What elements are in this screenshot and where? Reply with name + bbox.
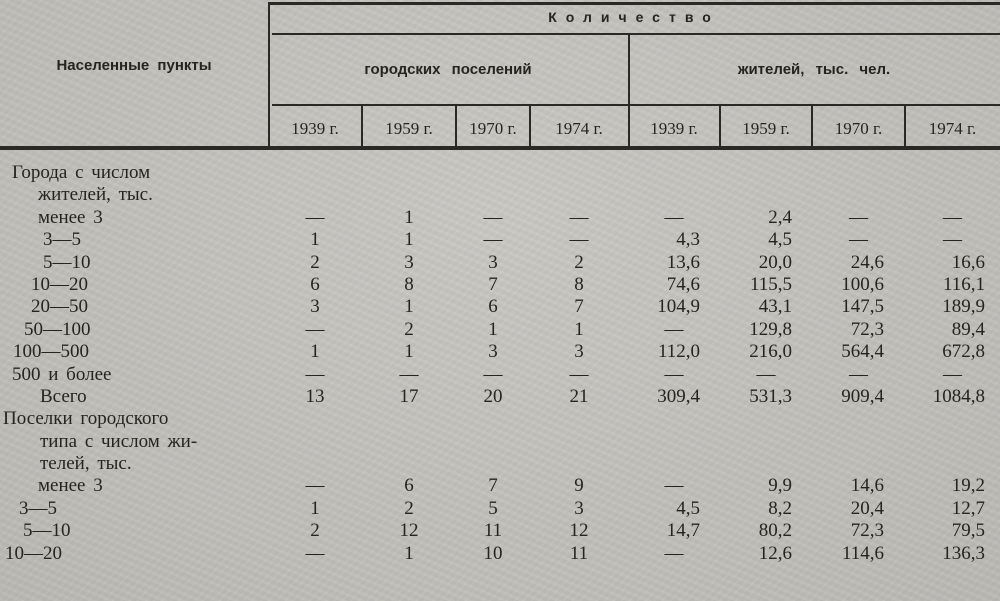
value-cell: — xyxy=(664,542,684,564)
value-cell: 14,6 xyxy=(850,475,884,497)
value-cell: 1 xyxy=(404,296,414,318)
header-bottom-rule xyxy=(0,146,1000,150)
value-cell: 2 xyxy=(404,318,414,340)
value-cell: 74,6 xyxy=(666,273,700,295)
value-cell: 672,8 xyxy=(942,341,985,363)
row-label: 500 и более xyxy=(12,363,112,385)
value-cell: 11 xyxy=(483,520,503,542)
row-label: Города с числом xyxy=(12,162,151,183)
value-cell: 6 xyxy=(404,475,414,497)
value-cell: — xyxy=(305,363,325,385)
table-row xyxy=(0,341,1000,363)
row-label: 5—10 xyxy=(43,251,91,273)
value-cell: — xyxy=(849,229,868,251)
value-cell: 3 xyxy=(574,341,584,363)
table-row xyxy=(0,252,1000,274)
table-row xyxy=(0,453,1000,475)
group-header-settlements: городских поселений xyxy=(364,61,532,78)
value-cell: 3 xyxy=(310,296,320,318)
value-cell: — xyxy=(399,363,419,385)
value-cell: 909,4 xyxy=(841,385,884,407)
value-cell: 6 xyxy=(488,296,498,318)
row-label: Всего xyxy=(40,385,87,407)
value-cell: 1 xyxy=(310,229,320,251)
value-cell: 114,6 xyxy=(841,542,884,564)
value-cell: — xyxy=(483,206,503,228)
value-cell: 3 xyxy=(488,341,498,363)
value-cell: 2,4 xyxy=(768,206,792,228)
value-cell: 531,3 xyxy=(749,385,792,407)
value-cell: 3 xyxy=(404,251,414,273)
value-cell: 11 xyxy=(569,542,589,564)
value-cell: — xyxy=(569,363,589,385)
value-cell: 129,8 xyxy=(749,318,792,340)
value-cell: 564,4 xyxy=(841,341,884,363)
value-cell: 20,0 xyxy=(758,251,792,273)
value-cell: 7 xyxy=(488,273,498,295)
value-cell: 112,0 xyxy=(657,341,700,363)
row-label: менее 3 xyxy=(38,206,103,228)
value-cell: — xyxy=(305,318,325,340)
value-cell: 13,6 xyxy=(666,251,700,273)
value-cell: 4,5 xyxy=(676,497,700,519)
value-cell: — xyxy=(943,229,962,251)
row-label: 10—20 xyxy=(5,542,62,564)
row-label: телей, тыс. xyxy=(40,453,132,475)
value-cell: — xyxy=(483,363,503,385)
year-band-rule xyxy=(272,104,1000,106)
table-row xyxy=(0,207,1000,229)
value-cell: 5 xyxy=(488,497,498,519)
value-cell: — xyxy=(305,475,325,497)
header-top-rule xyxy=(268,2,1000,5)
value-cell: 8 xyxy=(574,273,584,295)
value-cell: 1 xyxy=(488,318,498,340)
value-cell: — xyxy=(305,206,325,228)
value-cell: 1 xyxy=(404,229,414,251)
table-row xyxy=(0,229,1000,251)
value-cell: 12,7 xyxy=(951,497,985,519)
value-cell: 4,5 xyxy=(768,229,792,251)
year-header-1939: 1939 г. xyxy=(650,119,698,138)
value-cell: 72,3 xyxy=(850,318,884,340)
year-header-1939: 1939 г. xyxy=(291,119,339,138)
table-row xyxy=(0,319,1000,341)
value-cell: 13 xyxy=(305,385,325,407)
value-cell: 8 xyxy=(404,273,414,295)
value-cell: 2 xyxy=(310,251,320,273)
value-cell: 79,5 xyxy=(951,520,985,542)
value-cell: 216,0 xyxy=(749,341,792,363)
quantity-underline-rule xyxy=(272,33,1000,35)
value-cell: 104,9 xyxy=(657,296,700,318)
value-cell: 3 xyxy=(488,251,498,273)
row-label: 3—5 xyxy=(19,497,57,519)
value-cell: — xyxy=(664,475,684,497)
value-cell: 10 xyxy=(483,542,503,564)
value-cell: 1 xyxy=(310,497,320,519)
stub-header: Населенные пункты xyxy=(56,57,212,74)
value-cell: 147,5 xyxy=(841,296,884,318)
value-cell: 7 xyxy=(574,296,584,318)
value-cell: 2 xyxy=(574,251,584,273)
row-label: 20—50 xyxy=(31,296,88,318)
table-row xyxy=(0,408,1000,430)
table-body xyxy=(0,162,1000,565)
value-cell: 115,5 xyxy=(749,273,792,295)
quantity-header: Количество xyxy=(548,9,720,25)
table-row xyxy=(0,475,1000,497)
year-header-1959: 1959 г. xyxy=(385,119,433,138)
value-cell: 1 xyxy=(574,318,584,340)
table-row xyxy=(0,431,1000,453)
value-cell: 72,3 xyxy=(850,520,884,542)
value-cell: 12 xyxy=(569,520,589,542)
row-label: типа с числом жи- xyxy=(40,430,198,452)
value-cell: 309,4 xyxy=(657,385,700,407)
value-cell: 20 xyxy=(483,385,503,407)
value-cell: 2 xyxy=(310,520,320,542)
value-cell: — xyxy=(664,318,684,340)
value-cell: 9 xyxy=(574,475,584,497)
value-cell: 116,1 xyxy=(942,273,985,295)
value-cell: 1 xyxy=(404,206,414,228)
table-row xyxy=(0,162,1000,184)
value-cell: 20,4 xyxy=(850,497,884,519)
year-header-1970: 1970 г. xyxy=(469,119,517,138)
table-row xyxy=(0,520,1000,542)
value-cell: — xyxy=(569,206,589,228)
value-cell: 16,6 xyxy=(951,251,985,273)
year-header-1970: 1970 г. xyxy=(834,119,883,138)
row-label: 3—5 xyxy=(43,229,81,251)
value-cell: — xyxy=(664,363,684,385)
value-cell: — xyxy=(569,229,589,251)
value-cell: 1084,8 xyxy=(932,385,985,407)
year-header-1974: 1974 г. xyxy=(928,119,977,138)
value-cell: — xyxy=(756,363,776,385)
value-cell: 21 xyxy=(569,385,589,407)
table-row xyxy=(0,364,1000,386)
value-cell: — xyxy=(943,206,962,228)
value-cell: 43,1 xyxy=(758,296,792,318)
value-cell: — xyxy=(849,206,868,228)
value-cell: — xyxy=(664,206,684,228)
year-header-1959: 1959 г. xyxy=(742,119,790,138)
value-cell: 100,6 xyxy=(841,273,884,295)
row-label: менее 3 xyxy=(38,475,103,497)
value-cell: 9,9 xyxy=(768,475,792,497)
value-cell: 89,4 xyxy=(951,318,985,340)
value-cell: 1 xyxy=(310,341,320,363)
value-cell: 8,2 xyxy=(768,497,792,519)
group-header-inhabitants: жителей, тыс. чел. xyxy=(737,61,891,78)
value-cell: 2 xyxy=(404,497,414,519)
table-row xyxy=(0,543,1000,565)
row-label: 5—10 xyxy=(23,520,71,542)
table-row xyxy=(0,184,1000,206)
table-row xyxy=(0,386,1000,408)
table-row xyxy=(0,498,1000,520)
row-label: Поселки городского xyxy=(3,408,169,430)
value-cell: — xyxy=(943,363,962,385)
value-cell: 14,7 xyxy=(666,520,700,542)
value-cell: 1 xyxy=(404,341,414,363)
value-cell: 1 xyxy=(404,542,414,564)
value-cell: 3 xyxy=(574,497,584,519)
value-cell: — xyxy=(305,542,325,564)
value-cell: 189,9 xyxy=(942,296,985,318)
row-label: 100—500 xyxy=(13,341,89,363)
row-label: 50—100 xyxy=(24,318,91,340)
value-cell: 12 xyxy=(399,520,419,542)
value-cell: 12,6 xyxy=(758,542,792,564)
value-cell: 19,2 xyxy=(951,475,985,497)
value-cell: 4,3 xyxy=(676,229,700,251)
year-header-1974: 1974 г. xyxy=(555,119,603,138)
value-cell: 7 xyxy=(488,475,498,497)
value-cell: — xyxy=(483,229,503,251)
table-row xyxy=(0,274,1000,296)
value-cell: 24,6 xyxy=(850,251,884,273)
row-label: 10—20 xyxy=(31,273,88,295)
row-label: жителей, тыс. xyxy=(38,184,153,206)
value-cell: — xyxy=(849,363,868,385)
value-cell: 136,3 xyxy=(942,542,985,564)
value-cell: 6 xyxy=(310,273,320,295)
value-cell: 17 xyxy=(399,385,419,407)
table-row xyxy=(0,296,1000,318)
value-cell: 80,2 xyxy=(758,520,792,542)
